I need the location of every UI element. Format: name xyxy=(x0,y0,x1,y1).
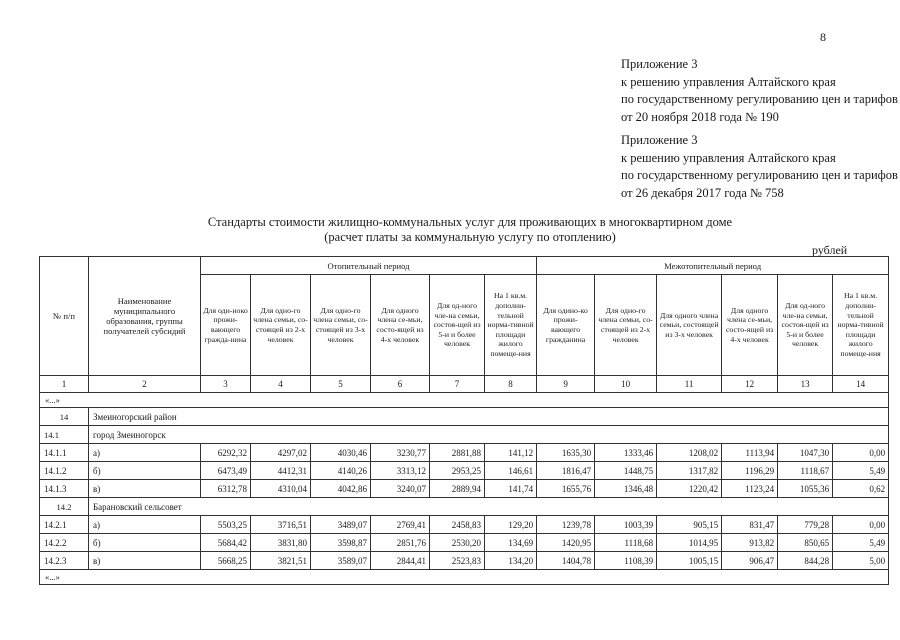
header-cell: Для од-ного чле-на семьи, состоя-щей из 5-и и более человек xyxy=(778,275,833,376)
appendix-line: Приложение 3 xyxy=(621,57,698,71)
column-number: 4 xyxy=(251,376,311,393)
appendix-line: по государственному регулированию цен и тарифов xyxy=(621,92,898,106)
value-cell: 2953,25 xyxy=(430,462,485,480)
value-cell: 3598,87 xyxy=(311,534,371,552)
value-cell: 1317,82 xyxy=(657,462,722,480)
value-cell: 4297,02 xyxy=(251,444,311,462)
value-cell: 2881,88 xyxy=(430,444,485,462)
header-cell: Для одино-ко прожи-вающего гражданина xyxy=(537,275,595,376)
value-cell: 2530,20 xyxy=(430,534,485,552)
appendix-line: к решению управления Алтайского края xyxy=(621,150,836,165)
row-label: а) xyxy=(89,516,201,534)
value-cell: 134,69 xyxy=(485,534,537,552)
value-cell: 1208,02 xyxy=(657,444,722,462)
value-cell: 6292,32 xyxy=(201,444,251,462)
value-cell: 1005,15 xyxy=(657,552,722,570)
ellipsis-row: «...» xyxy=(40,570,889,585)
header-cell: Для од-ного чле-на семьи, состоя-щей из 5-и и более человек xyxy=(430,275,485,376)
appendix-line: к решению управления Алтайского края xyxy=(621,74,836,89)
header-cell: На 1 кв.м. дополни-тельной норма-тивной площади жилого помеще-ния xyxy=(833,275,889,376)
header-cell: Для одно-го члена семьи, со-стоящей из 3-х человек xyxy=(311,275,371,376)
appendix-line: от 26 декабря 2017 года № 758 xyxy=(621,185,784,200)
header-cell: Для одного члена семьи, состоящей из 3-х человек xyxy=(657,275,722,376)
column-number: 11 xyxy=(657,376,722,393)
subsection-id: 14.2 xyxy=(40,498,89,516)
column-number: 13 xyxy=(778,376,833,393)
subsection-id: 14.1 xyxy=(40,426,89,444)
column-number-row xyxy=(40,376,889,393)
value-cell: 4030,46 xyxy=(311,444,371,462)
document-title xyxy=(150,215,790,245)
row-id: 14.1.1 xyxy=(40,444,89,462)
value-cell: 1118,68 xyxy=(595,534,657,552)
value-cell: 3230,77 xyxy=(371,444,430,462)
header-cell: Для оди-ноко прожи-вающего гражда-нина xyxy=(201,275,251,376)
value-cell: 3589,07 xyxy=(311,552,371,570)
value-cell: 1635,30 xyxy=(537,444,595,462)
header-heating-period: Отопительный период xyxy=(201,257,537,275)
row-label: в) xyxy=(89,552,201,570)
header-municipality: Наименование муниципального образования, группы получателей субсидий xyxy=(89,257,201,376)
value-cell: 1220,42 xyxy=(657,480,722,498)
title-line: Стандарты стоимости жилищно-коммунальных услуг для проживающих в многоквартирном доме xyxy=(207,215,733,229)
column-number: 6 xyxy=(371,376,430,393)
table-row xyxy=(40,534,889,552)
value-cell: 1055,36 xyxy=(778,480,833,498)
value-cell: 4310,04 xyxy=(251,480,311,498)
value-cell: 146,61 xyxy=(485,462,537,480)
appendix-line: Приложение 3 xyxy=(621,133,698,147)
table-row xyxy=(40,462,889,480)
value-cell: 6473,49 xyxy=(201,462,251,480)
units-label: рублей xyxy=(812,243,848,257)
title-subline: (расчет платы за коммунальную услугу по отоплению) xyxy=(324,230,616,244)
value-cell: 3313,12 xyxy=(371,462,430,480)
rows-zmeinogorsk xyxy=(40,444,889,498)
column-number: 12 xyxy=(722,376,778,393)
value-cell: 1346,48 xyxy=(595,480,657,498)
value-cell: 850,65 xyxy=(778,534,833,552)
section-id: 14 xyxy=(40,408,89,426)
appendix-line: от 20 ноября 2018 года № 190 xyxy=(621,109,779,124)
row-label: в) xyxy=(89,480,201,498)
value-cell: 5,49 xyxy=(833,534,889,552)
value-cell: 4042,86 xyxy=(311,480,371,498)
value-cell: 5684,42 xyxy=(201,534,251,552)
value-cell: 5503,25 xyxy=(201,516,251,534)
value-cell: 1448,75 xyxy=(595,462,657,480)
row-label: б) xyxy=(89,534,201,552)
value-cell: 134,20 xyxy=(485,552,537,570)
header-cell: На 1 кв.м. дополни-тельной норма-тивной площади жилого помеще-ния xyxy=(485,275,537,376)
column-number: 5 xyxy=(311,376,371,393)
value-cell: 3821,51 xyxy=(251,552,311,570)
value-cell: 2769,41 xyxy=(371,516,430,534)
header-cell: Для одного члена се-мьи, состо-ящей из 4-х человек xyxy=(371,275,430,376)
ellipsis-row: «...» xyxy=(40,393,889,408)
subsection-name: Барановский сельсовет xyxy=(89,498,889,516)
value-cell: 2523,83 xyxy=(430,552,485,570)
header-cell: Для одно-го члена семьи, со-стоящей из 2-х человек xyxy=(251,275,311,376)
value-cell: 0,62 xyxy=(833,480,889,498)
table-row xyxy=(40,444,889,462)
value-cell: 1047,30 xyxy=(778,444,833,462)
value-cell: 1196,29 xyxy=(722,462,778,480)
section-row xyxy=(40,408,889,426)
row-id: 14.2.1 xyxy=(40,516,89,534)
column-number: 3 xyxy=(201,376,251,393)
value-cell: 1003,39 xyxy=(595,516,657,534)
value-cell: 2889,94 xyxy=(430,480,485,498)
section-name: Змеиногорский район xyxy=(89,408,889,426)
appendix-line: по государственному регулированию цен и тарифов xyxy=(621,168,898,182)
row-id: 14.1.2 xyxy=(40,462,89,480)
value-cell: 2851,76 xyxy=(371,534,430,552)
value-cell: 1239,78 xyxy=(537,516,595,534)
row-id: 14.2.3 xyxy=(40,552,89,570)
column-number: 14 xyxy=(833,376,889,393)
value-cell: 906,47 xyxy=(722,552,778,570)
value-cell: 4140,26 xyxy=(311,462,371,480)
subsection-row xyxy=(40,498,889,516)
subsection-row xyxy=(40,426,889,444)
subsection-name: город Змеиногорск xyxy=(89,426,889,444)
value-cell: 141,12 xyxy=(485,444,537,462)
row-label: б) xyxy=(89,462,201,480)
row-id: 14.2.2 xyxy=(40,534,89,552)
value-cell: 2458,83 xyxy=(430,516,485,534)
value-cell: 1108,39 xyxy=(595,552,657,570)
value-cell: 5668,25 xyxy=(201,552,251,570)
value-cell: 5,00 xyxy=(833,552,889,570)
table-row xyxy=(40,552,889,570)
value-cell: 1014,95 xyxy=(657,534,722,552)
value-cell: 4412,31 xyxy=(251,462,311,480)
column-number: 9 xyxy=(537,376,595,393)
tariff-table xyxy=(39,256,889,585)
value-cell: 5,49 xyxy=(833,462,889,480)
appendix-reference-current xyxy=(621,56,898,126)
page-number: 8 xyxy=(820,30,826,44)
value-cell: 831,47 xyxy=(722,516,778,534)
value-cell: 844,28 xyxy=(778,552,833,570)
table-row xyxy=(40,480,889,498)
appendix-reference-previous xyxy=(621,132,898,202)
value-cell: 141,74 xyxy=(485,480,537,498)
column-number: 8 xyxy=(485,376,537,393)
value-cell: 1404,78 xyxy=(537,552,595,570)
value-cell: 0,00 xyxy=(833,444,889,462)
value-cell: 3716,51 xyxy=(251,516,311,534)
value-cell: 1123,24 xyxy=(722,480,778,498)
table-row xyxy=(40,516,889,534)
value-cell: 1113,94 xyxy=(722,444,778,462)
value-cell: 129,20 xyxy=(485,516,537,534)
value-cell: 779,28 xyxy=(778,516,833,534)
row-id: 14.1.3 xyxy=(40,480,89,498)
rows-baranovsky xyxy=(40,516,889,570)
value-cell: 2844,41 xyxy=(371,552,430,570)
row-label: а) xyxy=(89,444,201,462)
column-number: 10 xyxy=(595,376,657,393)
value-cell: 6312,78 xyxy=(201,480,251,498)
value-cell: 1816,47 xyxy=(537,462,595,480)
header-cell: Для одного члена се-мьи, состо-ящей из 4-х человек xyxy=(722,275,778,376)
value-cell: 0,00 xyxy=(833,516,889,534)
value-cell: 913,82 xyxy=(722,534,778,552)
header-row-number: № п/п xyxy=(40,257,89,376)
column-number: 7 xyxy=(430,376,485,393)
value-cell: 905,15 xyxy=(657,516,722,534)
value-cell: 1420,95 xyxy=(537,534,595,552)
value-cell: 3831,80 xyxy=(251,534,311,552)
column-number: 2 xyxy=(89,376,201,393)
value-cell: 3240,07 xyxy=(371,480,430,498)
column-number: 1 xyxy=(40,376,89,393)
value-cell: 1333,46 xyxy=(595,444,657,462)
value-cell: 1118,67 xyxy=(778,462,833,480)
header-cell: Для одно-го члена семьи, со-стоящей из 2-х человек xyxy=(595,275,657,376)
value-cell: 3489,07 xyxy=(311,516,371,534)
value-cell: 1655,76 xyxy=(537,480,595,498)
header-non-heating-period: Межотопительный период xyxy=(537,257,889,275)
